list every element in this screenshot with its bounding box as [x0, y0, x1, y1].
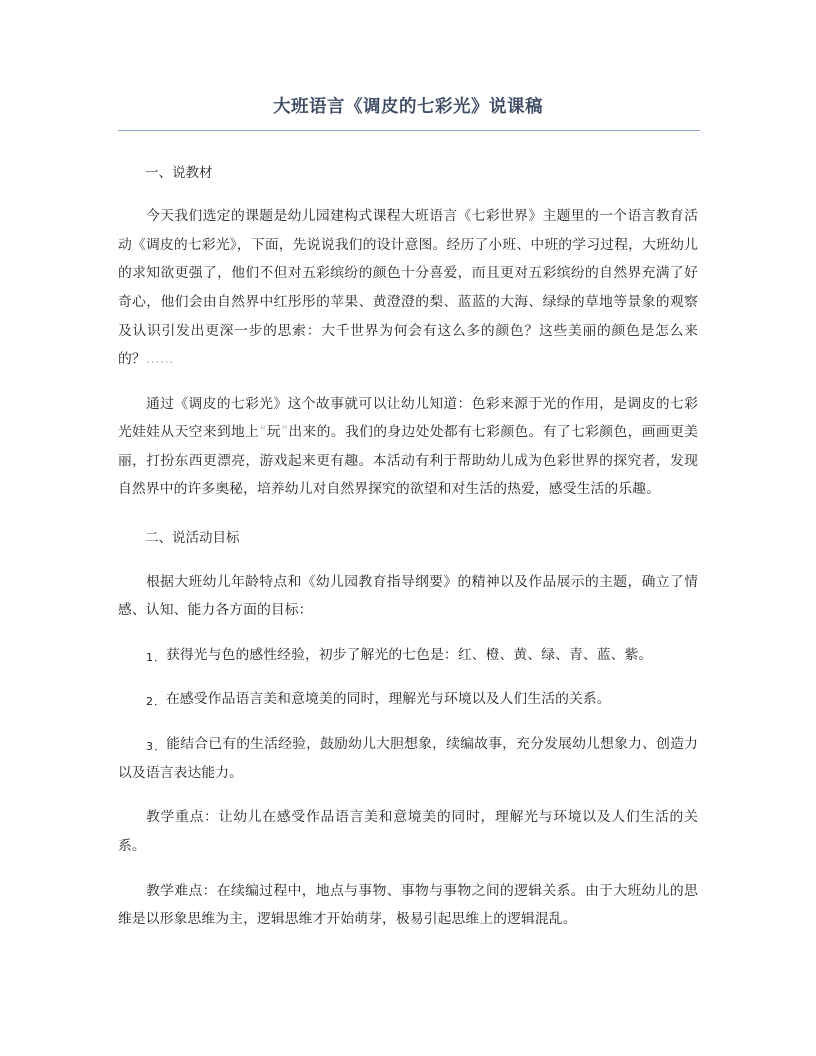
quote-open-mark: “ — [259, 424, 267, 441]
section-heading-2: 二、说活动目标 — [145, 529, 240, 546]
objective-item-1 — [118, 625, 698, 670]
title-divider — [118, 130, 700, 131]
paragraph-intro-text: 今天我们选定的课题是幼儿园建构式课程大班语言《七彩世界》主题里的一个语言教育活动《调皮的七彩光》，下面，先说说我们的设计意图。经历了小班、中班的学习过程，大班幼儿的求知欲更强了，他们不但对五彩缤纷的颜色十分喜爱，而且更对五彩缤纷的自然界充满了好奇心，他们会由自然界中红彤彤的苹果、黄澄澄的梨、蓝蓝的大海、绿绿的草地等景象的观察及认识引发出更深一步的思索：大千世界为何会有这么多的颜色？这些美丽的颜色是怎么来的？ — [118, 208, 698, 368]
quoted-word: 玩 — [266, 424, 281, 441]
paragraph-intro — [118, 186, 698, 373]
objective-marker-3: 3． — [146, 740, 167, 754]
objective-text-3: 能结合已有的生活经验，鼓励幼儿大胆想象，续编故事，充分发展幼儿想象力、创造力以及语言表达能力。 — [118, 736, 698, 781]
section-heading-1: 一、说教材 — [145, 164, 213, 181]
paragraph-intro-ellipsis: …… — [145, 351, 174, 368]
objective-item-3 — [118, 714, 698, 787]
paragraph-story — [118, 374, 698, 504]
quote-close-mark: ” — [280, 424, 289, 441]
paragraph-story-text-part2: 出来的。我们的身边处处都有七彩颜色。有了七彩颜色，画画更美丽，打扮东西更漂亮，游戏起来更有趣。本活动有利于帮助幼儿成为色彩世界的探究者，发现自然界中的许多奥秘，培养幼儿对自然界探究的欲望和对生活的热爱，感受生活的乐趣。 — [118, 424, 698, 498]
page-title: 大班语言《调皮的七彩光》说课稿 — [273, 97, 543, 117]
teaching-focus-paragraph: 教学重点：让幼儿在感受作品语言美和意境美的同时，理解光与环境以及人们生活的关系。 — [118, 809, 698, 854]
objective-item-2 — [118, 669, 698, 714]
objective-marker-1: 1． — [146, 650, 166, 664]
paragraph-story-text-part1: 通过《调皮的七彩光》这个故事就可以让幼儿知道：色彩来源于光的作用，是调皮的七彩光娃娃从天空来到地上 — [118, 395, 698, 441]
objective-text-1: 获得光与色的感性经验，初步了解光的七色是：红、橙、黄、绿、青、蓝、紫。 — [166, 646, 653, 663]
objective-text-2: 在感受作品语言美和意境美的同时，理解光与环境以及人们生活的关系。 — [166, 691, 611, 708]
objective-marker-2: 2． — [146, 695, 166, 709]
paragraph-objectives-intro: 根据大班幼儿年龄特点和《幼儿园教育指导纲要》的精神以及作品展示的主题，确立了情感、认知、能力各方面的目标： — [118, 573, 698, 619]
document-content — [118, 0, 698, 934]
teaching-difficulty-paragraph: 教学难点：在续编过程中，地点与事物、事物与事物之间的逻辑关系。由于大班幼儿的思维是以形象思维为主，逻辑思维才开始萌芽，极易引起思维上的逻辑混乱。 — [118, 882, 698, 928]
